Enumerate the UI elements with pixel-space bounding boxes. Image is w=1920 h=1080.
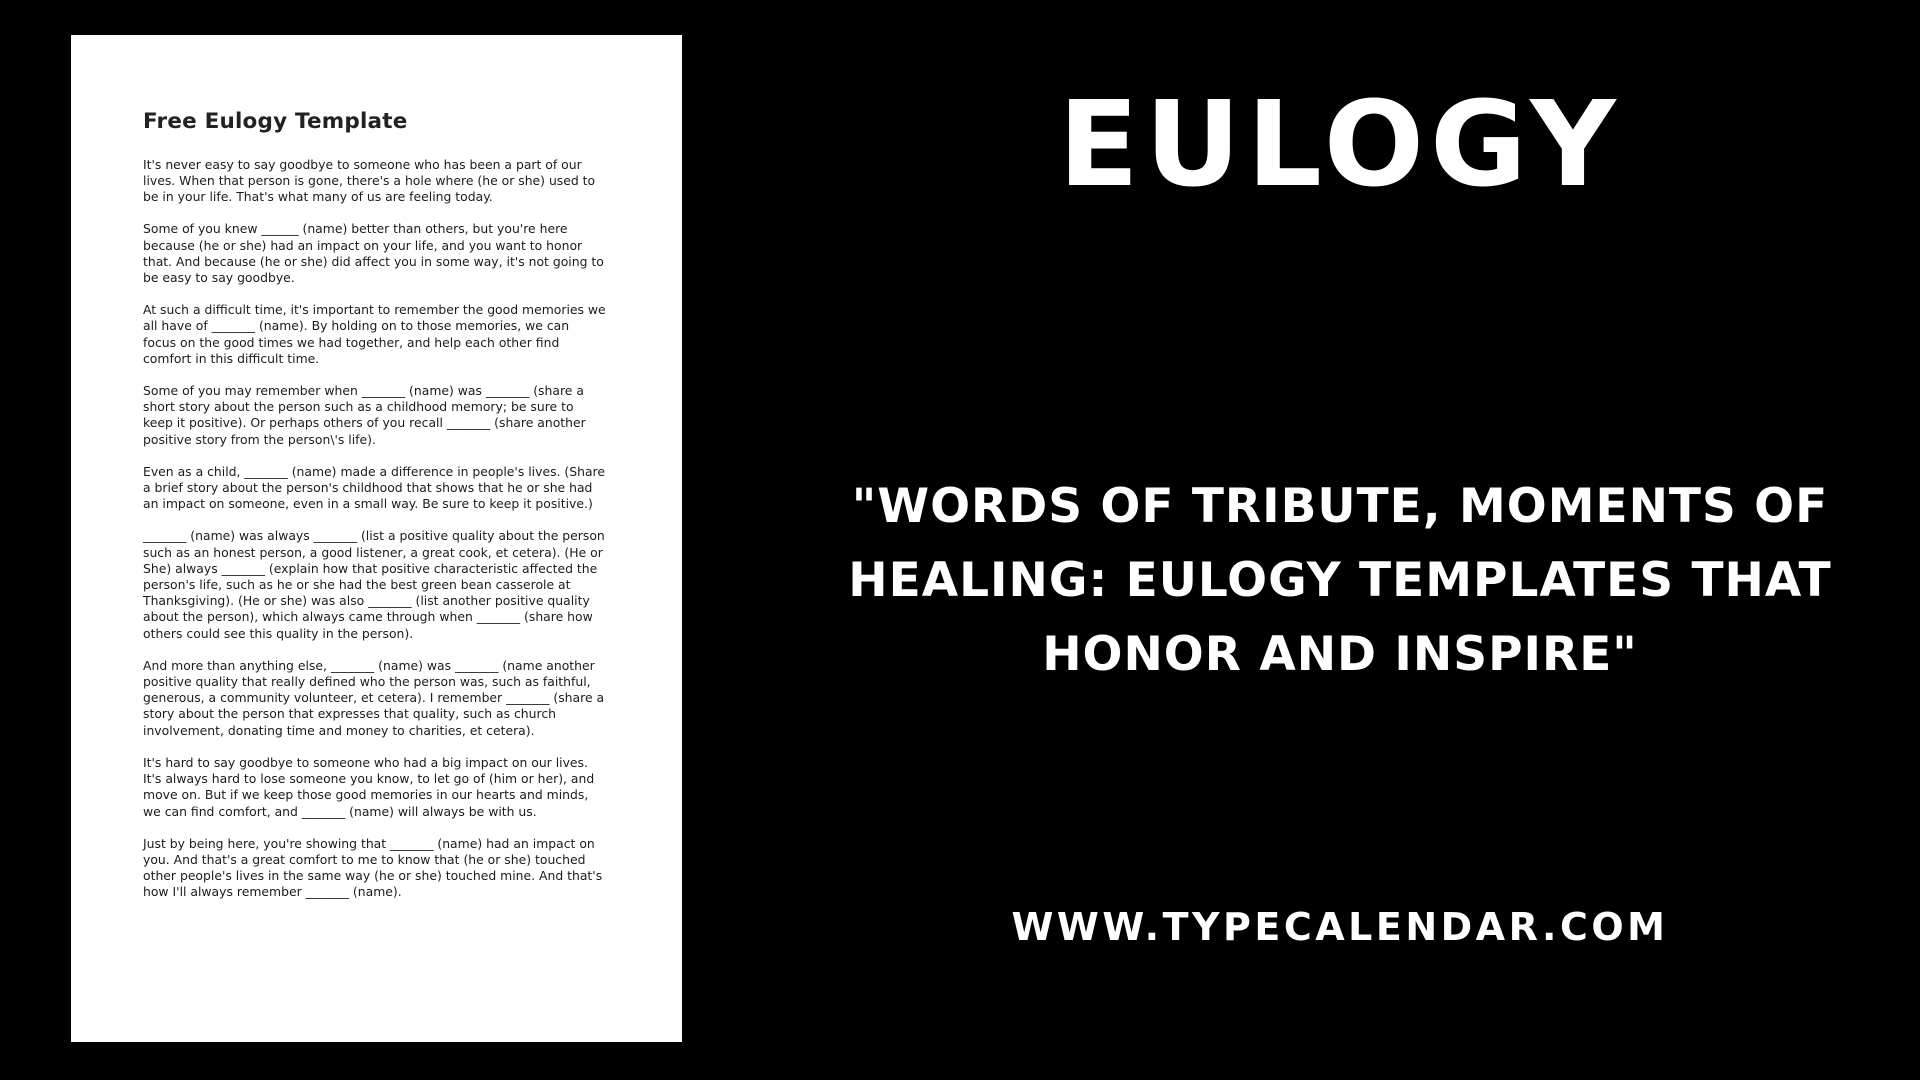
- promo-wordmark: EULOGY: [1058, 75, 1622, 213]
- document-paragraph: And more than anything else, _______ (name) was _______ (name another positive quality that really defined who the person was, such as faithful, generous, a community volunteer, et cetera). I remember _______ (share a story about the person that expresses that quality, such as church involvement, donating time and money to charities, et cetera).: [143, 657, 609, 738]
- document-paragraph: At such a difficult time, it's important to remember the good memories we all have of _______ (name). By holding on to those memories, we can focus on the good times we had together, and help each other find comfort in this difficult time.: [143, 302, 610, 366]
- eulogy-document-page: [71, 35, 682, 1042]
- promo-website-url: WWW.TYPECALENDAR.COM: [1011, 905, 1669, 949]
- document-paragraph: Some of you knew ______ (name) better than others, but you're here because (he or she) had an impact on your life, and you want to honor that. And because (he or she) did affect you in some way, it's not going to be easy to say goodbye.: [143, 221, 608, 286]
- promo-panel: [760, 0, 1920, 1080]
- document-paragraph: _______ (name) was always _______ (list a positive quality about the person such as an honest person, a good listener, a great cook, et cetera). (He or She) always _______ (explain how that positive characteristic affected the person's life, such as he or she had the best green bean casserole at Thanksgiving). (He or she) was also _______ (list another positive quality about the person), which always came through when _______ (share how others could see this quality in the person).: [143, 528, 609, 641]
- document-paragraph: It's hard to say goodbye to someone who had a big impact on our lives. It's always hard to lose someone you know, to let go of (him or her), and move on. But if we keep those good memories in our hearts and minds, we can find comfort, and _______ (name) will always be with us.: [143, 754, 599, 819]
- document-title: Free Eulogy Template: [143, 109, 408, 134]
- document-paragraph: Just by being here, you're showing that _______ (name) had an impact on you. And that's a great comfort to me to know that (he or she) touched other people's lives in the same way (he or she) touched mine. And that's how I'll always remember _______ (name).: [143, 835, 607, 900]
- document-paragraph: Even as a child, _______ (name) made a difference in people's lives. (Share a brief story about the person's childhood that shows that he or she had an impact on someone, even in a small way. Be sure to keep it positive.): [143, 463, 609, 512]
- document-paragraph: It's never easy to say goodbye to someone who has been a part of our lives. When that person is gone, there's a hole where (he or she) used to be in your life. That's what many of us are feeling today.: [143, 156, 600, 205]
- document-paragraph: Some of you may remember when _______ (name) was _______ (share a short story about the person such as a childhood memory; be sure to keep it positive). Or perhaps others of you recall _______ (share another positive story from the person\'s life).: [143, 383, 590, 447]
- promo-headline: "WORDS OF TRIBUTE, MOMENTS OF HEALING: EULOGY TEMPLATES THAT HONOR AND INSPIRE": [848, 479, 1832, 682]
